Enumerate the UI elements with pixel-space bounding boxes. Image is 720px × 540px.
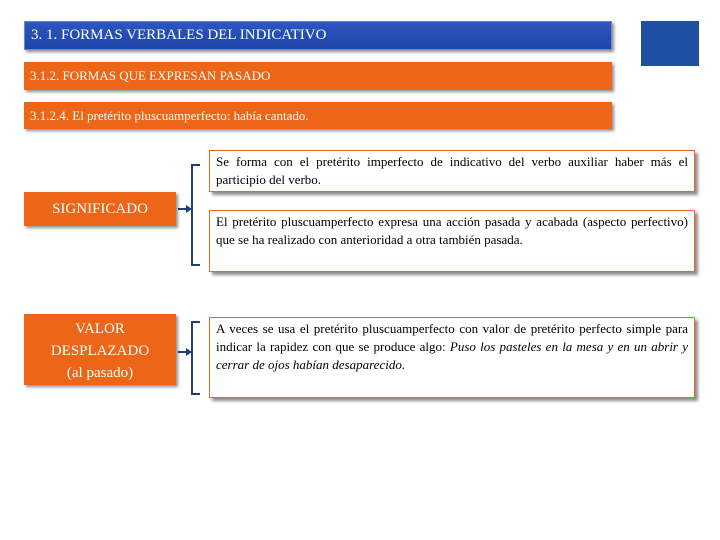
formation-box — [209, 150, 695, 192]
valor-bracket — [192, 322, 200, 394]
formation-text: Se forma con el pretérito imperfecto de indicativo del verbo auxiliar haber más el participio del verbo. — [216, 154, 688, 187]
valor-label-line3: (al pasado) — [66, 365, 134, 381]
valor-box — [209, 317, 695, 398]
significado-label: SIGNIFICADO — [24, 192, 176, 226]
significado-bracket — [192, 165, 200, 265]
subtitle: 3.1.2. FORMAS QUE EXPRESAN PASADO — [30, 68, 271, 83]
valor-label-line2: DESPLAZADO — [50, 343, 150, 359]
valor-label-line1: VALOR — [75, 321, 125, 337]
main-title: 3. 1. FORMAS VERBALES DEL INDICATIVO — [31, 27, 327, 43]
valor-text: A veces se usa el pretérito pluscuamperfecto con valor de pretérito perfecto simple para indicar la rapidez con que se produce algo: — [216, 321, 688, 354]
valor-example: Puso los pasteles en la mesa y en un abrir y cerrar de ojos habían desaparecido. — [216, 339, 689, 372]
significado-text: El pretérito pluscuamperfecto expresa una acción pasada y acabada (aspecto perfectivo) que se ha realizado con anterioridad a otra también pasada. — [216, 214, 688, 247]
valor-label — [24, 314, 176, 385]
section-title: 3.1.2.4. El pretérito pluscuamperfecto: había cantado. — [30, 108, 309, 123]
significado-box — [209, 210, 695, 272]
